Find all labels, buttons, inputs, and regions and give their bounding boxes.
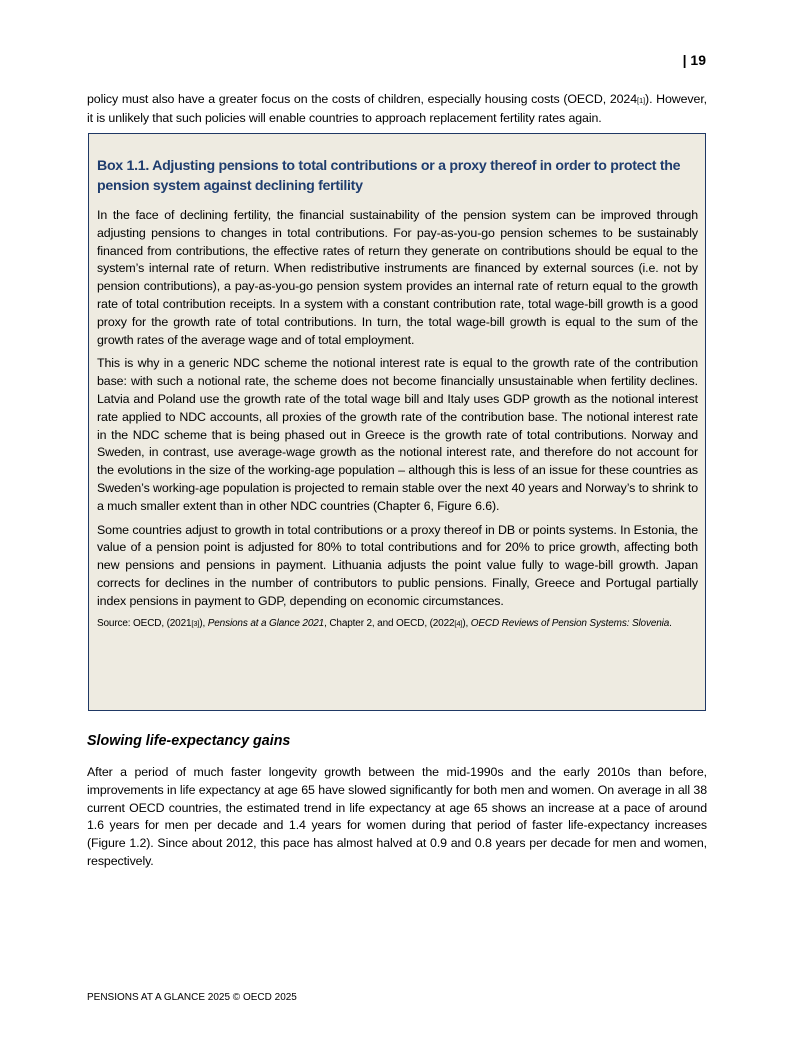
source-text: . bbox=[669, 617, 672, 629]
source-title: Pensions at a Glance 2021 bbox=[207, 617, 325, 629]
source-text: , Chapter 2, and OECD, (2022 bbox=[324, 617, 455, 629]
box-paragraph: This is why in a generic NDC scheme the notional interest rate is equal to the growth rate of the contribution base: with such a notional rate, the scheme does not become financially unsustainable when fertility declines. Latvia and Poland use the growth rate of the total wage bill and Italy uses GDP growth as the notional interest rate applied to NDC accounts, all proxies of the growth rate of the contribution base. The notional interest rate in the NDC scheme that is being phased out in Greece is the growth rate of total contributions. Norway and Sweden, in contrast, use average-wage growth as the notional interest rate, and therefore do not account for the evolutions in the size of the working-age population – although this is less of an issue for these countries as Sweden’s working-age population is projected to remain stable over the next 40 years and Norway’s to shrink to a much smaller extent than in other NDC countries (Chapter 6, Figure 6.6). bbox=[97, 356, 698, 513]
box-paragraph: Some countries adjust to growth in total contributions or a proxy thereof in DB or points systems. In Estonia, the value of a pension point is adjusted for 80% to total contributions and for 20% to price growth, affecting both new pensions and pensions in payment. Lithuania adjusts the point value fully to wage-bill growth. Japan corrects for declines in the number of contributors to public pensions. Finally, Greece and Portugal partially index pensions in payment to GDP, depending on economic circumstances. bbox=[97, 522, 698, 608]
intro-paragraph bbox=[87, 91, 707, 127]
box-title: Box 1.1. Adjusting pensions to total contributions or a proxy thereof in order to protect the pension system against declining fertility bbox=[97, 158, 681, 194]
section-paragraph: After a period of much faster longevity growth between the mid-1990s and the early 2010s than before, improvements in life expectancy at age 65 have slowed significantly for both men and women. On average in all 38 current OECD countries, the estimated trend in life expectancy at age 65 shows an increase at a pace of around 1.6 years for men per decade and 1.4 years for women during that period of faster life-expectancy increases (Figure 1.2). Since about 2012, this pace has almost halved at 0.9 and 0.8 years per decade for men and women, respectively. bbox=[87, 765, 707, 868]
box-paragraph: In the face of declining fertility, the financial sustainability of the pension system can be improved through adjusting pensions to changes in total contributions. For pay-as-you-go pension schemes to be sustainably financed from contributions, the effective rates of return they generate on contributions should be equal to the system’s internal rate of return. When redistributive instruments are financed by external sources (i.e. not by pension contributions), a pay-as-you-go pension system provides an internal rate of return equal to the growth rate of total contribution receipts. In a system with a constant contribution rate, total wage-bill growth is a good proxy for the growth rate of total contributions. In turn, the total wage-bill growth is equal to the sum of the growth rates of the average wage and of total employment. bbox=[97, 208, 698, 347]
source-text: ), bbox=[462, 617, 471, 629]
source-text: Source: OECD, (2021 bbox=[97, 617, 192, 629]
intro-text: policy must also have a greater focus on the costs of children, especially housing costs (OECD, 2024 bbox=[87, 92, 637, 106]
source-title: OECD Reviews of Pension Systems: Slovenia bbox=[470, 617, 670, 629]
source-text: ), bbox=[199, 617, 208, 629]
section-heading: Slowing life-expectancy gains bbox=[87, 733, 291, 749]
box-source bbox=[97, 617, 698, 631]
box-1-1 bbox=[88, 133, 706, 711]
box-body bbox=[97, 207, 698, 631]
page-number: | 19 bbox=[682, 52, 706, 68]
citation-ref[interactable]: [1] bbox=[637, 96, 646, 105]
page-footer: PENSIONS AT A GLANCE 2025 © OECD 2025 bbox=[87, 992, 297, 1003]
citation-ref[interactable]: [3] bbox=[191, 618, 200, 628]
citation-ref[interactable]: [4] bbox=[454, 618, 463, 628]
intro-text: ). However, it is unlikely that such policies will enable countries to approach replacement fertility rates again. bbox=[87, 92, 707, 125]
